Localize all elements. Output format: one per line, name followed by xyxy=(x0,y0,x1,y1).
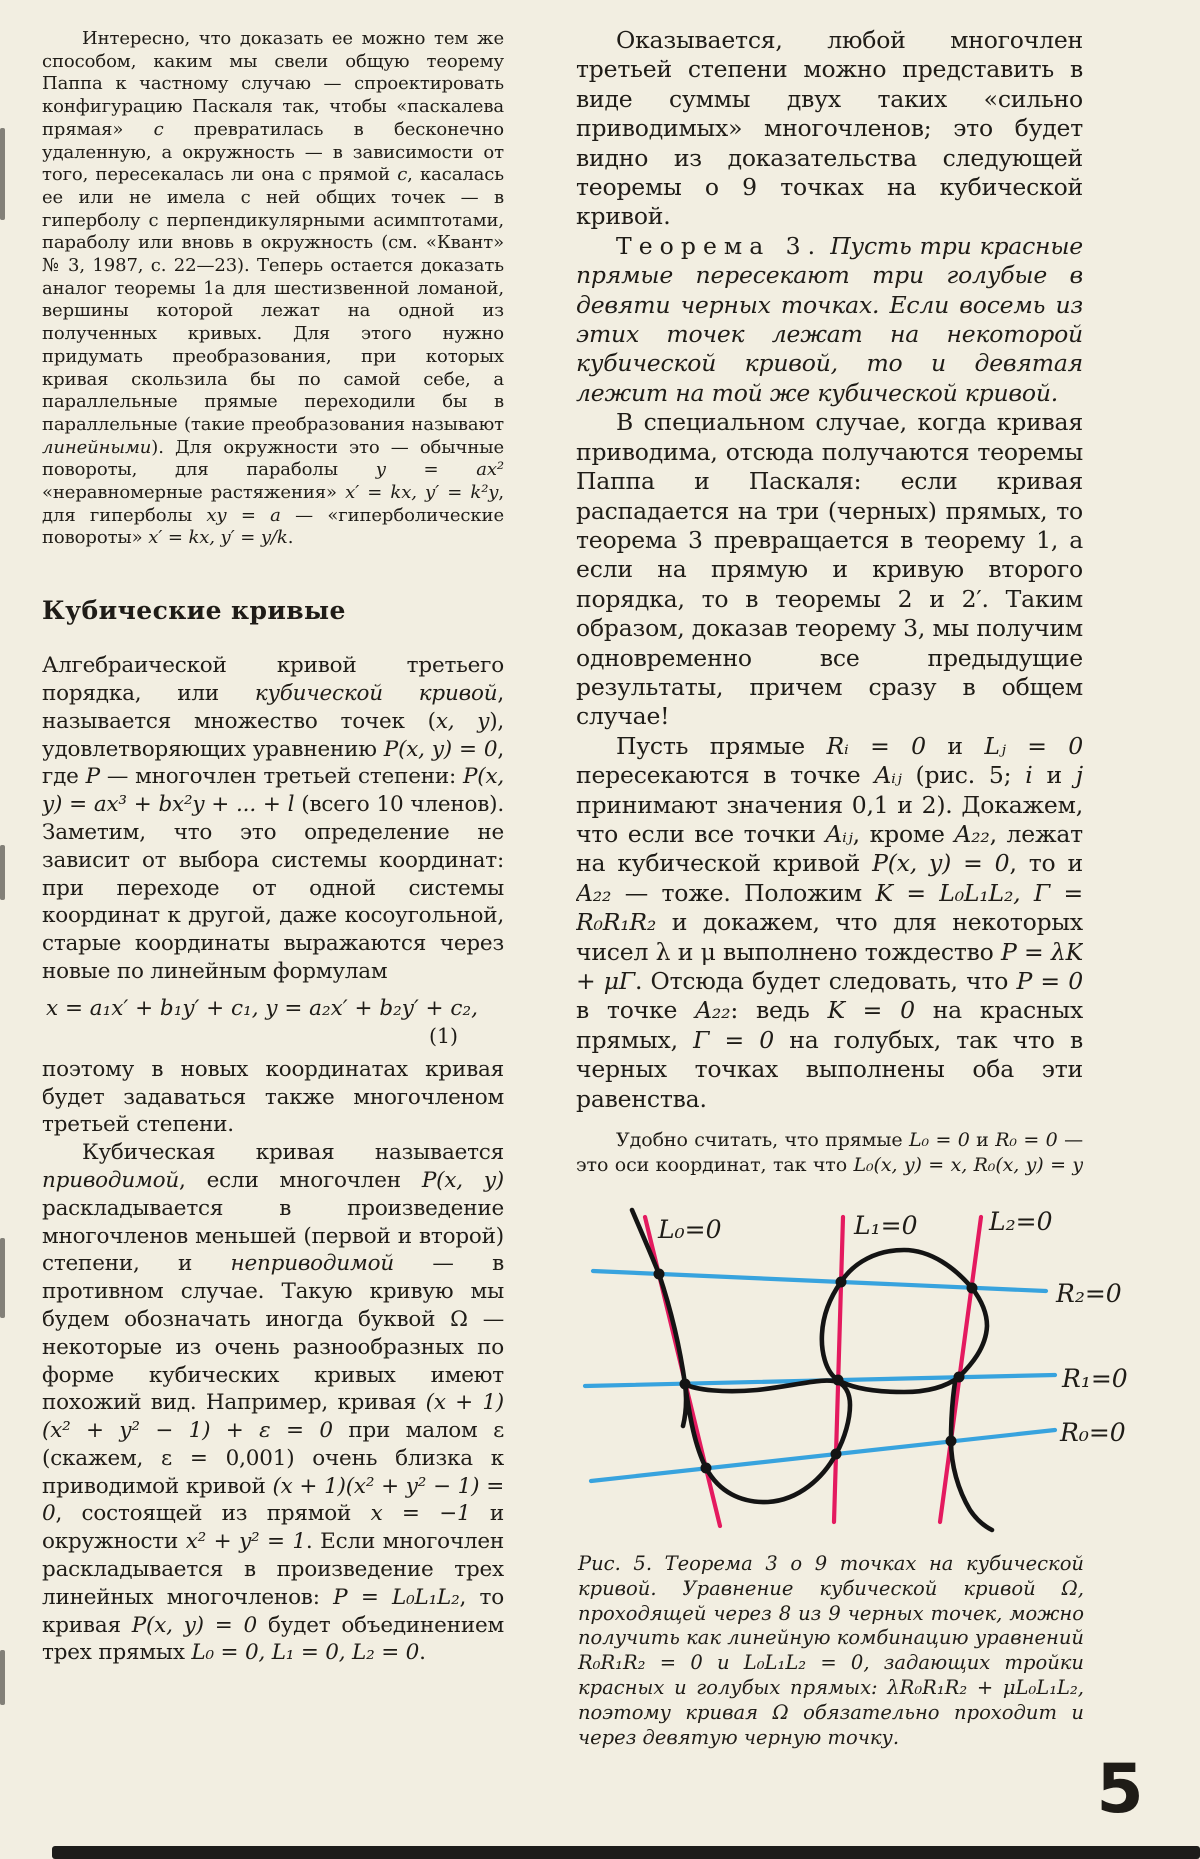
intersection-point-a11 xyxy=(833,1375,844,1386)
intersection-point-a02 xyxy=(654,1269,665,1280)
red-line-l1 xyxy=(834,1217,843,1522)
intersection-point-a10 xyxy=(831,1449,842,1460)
scan-artifact-edge xyxy=(0,1238,5,1318)
paragraph-projective-proof: Интересно, что доказать ее можно тем же способом, каким мы свели общую теорему Паппа к частному случаю — спроектировать конфигурацию Паскаля так, чтобы «паскалева прямая» c превратилась в бесконечно удаленную, а окружность — в зависимости от того, пересекалась ли она с прямой c, касалась ее или не имела с ней общих точек — в гиперболу с перпендикулярными асимптотами, параболу или вновь в окружность (см. «Квант» № 3, 1987, с. 22—23). Теперь остается доказать аналог теоремы 1а для шестизвенной ломаной, вершины которой лежат на одной из полученных кривых. Для этого нужно придумать преобразования, при которых кривая скользила бы по самой себе, а параллельные прямые переходили бы в параллельные (такие преобразования называют линейными). Для окружности это — обычные повороты, для параболы y = ax² «неравномерные растяжения» x′ = kx, y′ = k²y, для гиперболы xy = a — «гиперболические повороты» x′ = kx, y′ = y/k. xyxy=(42,28,504,549)
theorem-3-label: Теорема 3. xyxy=(616,231,823,260)
intersection-point-a01 xyxy=(680,1379,691,1390)
right-column xyxy=(576,26,1083,1180)
figure-nine-points-diagram xyxy=(558,1184,1200,1544)
label-l2: L₂=0 xyxy=(989,1207,1053,1236)
paragraph-reducible-curves: Кубическая кривая называется приводимой, если многочлен P(x, y) раскладывается в произведение многочленов меньшей (первой и второй) степени, и неприводимой — в противном случае. Такую кривую мы будем обозначать иногда буквой Ω — некоторые из очень разнообразных по форме кубических кривых имеют похожий вид. Например, кривая (x + 1)(x² + y² − 1) + ε = 0 при малом ε (скажем, ε = 0,001) очень близка к приводимой кривой (x + 1)(x² + y² − 1) = 0, состоящей из прямой x = −1 и окружности x² + y² = 1. Если многочлен раскладывается в произведение трех линейных многочленов: P = L₀L₁L₂, то кривая P(x, y) = 0 будет объединением трех прямых L₀ = 0, L₁ = 0, L₂ = 0. xyxy=(42,1140,504,1666)
label-r0: R₀=0 xyxy=(1060,1418,1126,1447)
intersection-point-a00 xyxy=(701,1463,712,1474)
intersection-point-a21 xyxy=(954,1372,965,1383)
label-r1: R₁=0 xyxy=(1062,1364,1128,1393)
figure-caption: Рис. 5. Теорема 3 о 9 точках на кубической кривой. Уравнение кубической кривой Ω, проходящей через 8 из 9 черных точек, можно получить как линейную комбинацию уравнений R₀R₁R₂ = 0 и L₀L₁L₂ = 0, задающих тройки красных и голубых прямых: λR₀R₁R₂ + μL₀L₁L₂, поэтому кривая Ω обязательно проходит и через девятую черную точку. xyxy=(578,1552,1084,1749)
left-column xyxy=(42,28,504,1834)
paragraph-cubic-definition: Алгебраической кривой третьего порядка, или кубической кривой, называется множество точек (x, y), удовлетворяющих уравнению P(x, y) = 0, где P — многочлен третьей степени: P(x, y) = ax³ + bx²y + ... + l (всего 10 членов). Заметим, что это определение не зависит от выбора системы координат: при переходе от одной системы координат к другой, даже косоугольной, старые координаты выражаются через новые по линейным формулам xyxy=(42,653,504,984)
paragraph-therefore: поэтому в новых координатах кривая будет задаваться также многочленом третьей степени. xyxy=(42,1056,504,1138)
intersection-point-a22 xyxy=(967,1283,978,1294)
theorem-3-statement: Пусть три красные прямые пересекают три голубые в девяти черных точках. Если восемь из этих точек лежат на некоторой кубической кривой, то и девятая лежит на той же кубической кривой. xyxy=(576,231,1083,407)
scan-artifact-bottom-bar xyxy=(52,1846,1200,1859)
scan-artifact-edge xyxy=(0,845,5,900)
formula-coordinate-change: x = a₁x′ + b₁y′ + c₁, y = a₂x′ + b₂y′ + c₂, xyxy=(46,995,478,1021)
scan-artifact-edge xyxy=(0,1650,5,1705)
theorem-3-paragraph xyxy=(576,232,1083,408)
paragraph-special-case: В специальном случае, когда кривая приводима, отсюда получаются теоремы Паппа и Паскаля: если кривая распадается на три (черных) прямых, то теорема 3 превращается в теорему 1, а если на прямую и кривую второго порядка, то в теоремы 2 и 2′. Таким образом, доказав теорему 3, мы получим одновременно все предыдущие результаты, причем сразу в общем случае! xyxy=(576,408,1083,731)
section-heading-cubic-curves: Кубические кривые xyxy=(42,596,346,626)
page-number: 5 xyxy=(1096,1750,1144,1829)
label-l0: L₀=0 xyxy=(658,1215,722,1244)
intersection-point-a20 xyxy=(946,1436,957,1447)
paragraph-sum-of-polynomials: Оказывается, любой многочлен третьей степени можно представить в виде суммы двух таких «сильно приводимых» многочленов; это будет видно из доказательства следующей теоремы о 9 точках на кубической кривой. xyxy=(576,26,1083,231)
cubic-curve-upper-loop xyxy=(822,1250,987,1392)
intersection-point-a12 xyxy=(836,1277,847,1288)
paragraph-proof-setup: Пусть прямые Rᵢ = 0 и Lⱼ = 0 пересекаются в точке Aᵢⱼ (рис. 5; i и j принимают значения 0,1 и 2). Докажем, что если все точки Aᵢⱼ, кроме A₂₂, лежат на кубической кривой P(x, y) = 0, то и A₂₂ — тоже. Положим K = L₀L₁L₂, Γ = R₀R₁R₂ и докажем, что для некоторых чисел λ и μ выполнено тождество P = λK + μΓ. Отсюда будет следовать, что P = 0 в точке A₂₂: ведь K = 0 на красных прямых, Γ = 0 на голубых, так что в черных точках выполнены оба эти равенства. xyxy=(576,731,1083,1113)
label-l1: L₁=0 xyxy=(854,1211,918,1240)
paragraph-small-note: Удобно считать, что прямые L₀ = 0 и R₀ = 0 — это оси координат, так что L₀(x, y) = x, R₀(x, y) = y xyxy=(576,1129,1083,1176)
scan-artifact-edge xyxy=(0,128,5,220)
formula-number: (1) xyxy=(428,1023,458,1048)
label-r2: R₂=0 xyxy=(1056,1279,1122,1308)
